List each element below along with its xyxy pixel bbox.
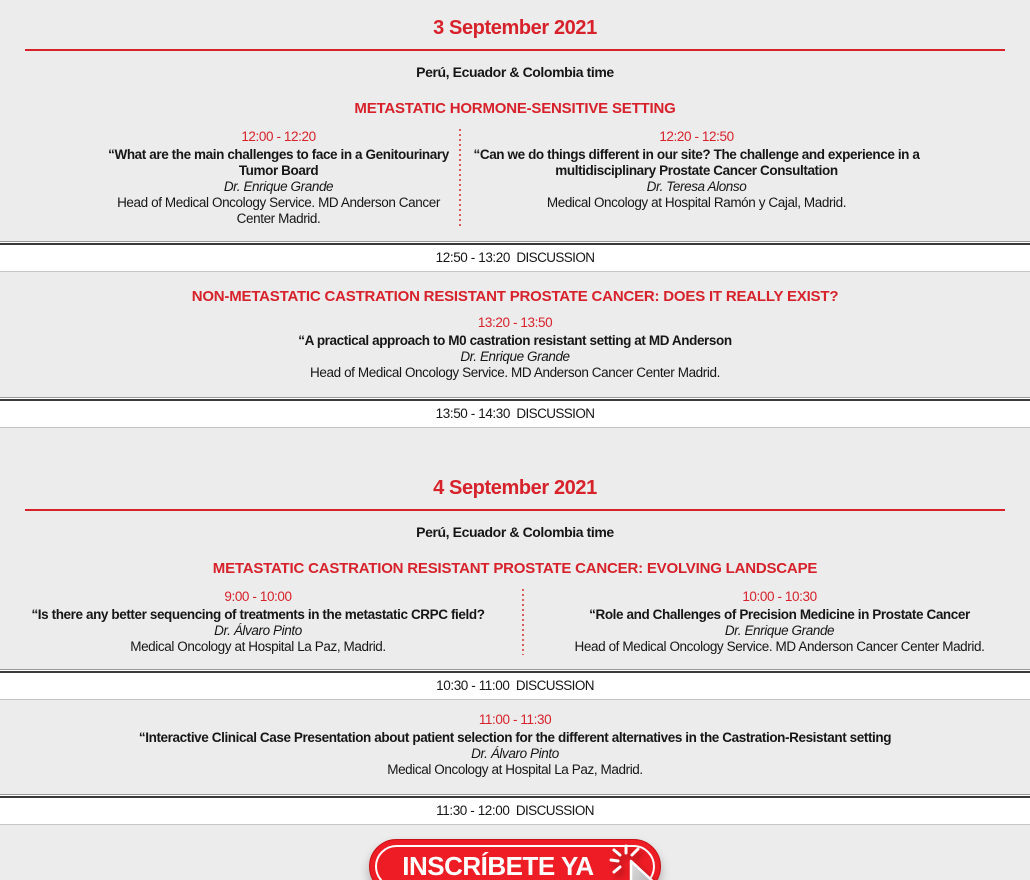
pointer-arrow bbox=[631, 861, 660, 880]
red-divider-line bbox=[25, 49, 1005, 51]
sessions-row bbox=[0, 129, 1030, 227]
discussion-label: DISCUSSION bbox=[515, 803, 594, 818]
session-title: “A practical approach to M0 castration resistant setting at MD Anderson bbox=[298, 333, 732, 348]
discussion-bar bbox=[0, 241, 1030, 272]
session-time: 12:20 - 12:50 bbox=[659, 129, 734, 144]
discussion-time: 11:30 - 12:00 bbox=[436, 803, 510, 818]
session-affiliation: Head of Medical Oncology Service. MD Anderson Cancer Center Madrid. bbox=[117, 195, 440, 226]
session-affiliation: Medical Oncology at Hospital Ramón y Cajal, Madrid. bbox=[546, 195, 847, 210]
session-time: 9:00 - 10:00 bbox=[224, 589, 292, 604]
discussion-bar-text bbox=[0, 798, 1030, 824]
session-card bbox=[106, 129, 451, 227]
discussion-bar bbox=[0, 669, 1030, 700]
session-speaker: Dr. Álvaro Pinto bbox=[214, 623, 302, 638]
session-title: “Interactive Clinical Case Presentation about patient selection for the different alternatives in the Castration-Resistant setting bbox=[138, 730, 892, 745]
discussion-bar bbox=[0, 794, 1030, 825]
session-speaker: Dr. Enrique Grande bbox=[724, 623, 835, 638]
red-divider-line bbox=[25, 509, 1005, 511]
day-title: 4 September 2021 bbox=[433, 477, 597, 499]
session-title: “Role and Challenges of Precision Medicine in Prostate Cancer bbox=[589, 607, 970, 622]
session-affiliation: Medical Oncology at Hospital La Paz, Madrid. bbox=[387, 762, 643, 777]
discussion-bar bbox=[0, 397, 1030, 428]
section-heading: METASTATIC CASTRATION RESISTANT PROSTATE CANCER: EVOLVING LANDSCAPE bbox=[212, 560, 818, 577]
session-affiliation: Head of Medical Oncology Service. MD Anderson Cancer Center Madrid. bbox=[574, 639, 985, 654]
session-affiliation: Medical Oncology at Hospital La Paz, Madrid. bbox=[130, 639, 386, 654]
session-speaker: Dr. Enrique Grande bbox=[223, 179, 334, 194]
session-time: 11:00 - 11:30 bbox=[478, 712, 552, 727]
session-speaker: Dr. Álvaro Pinto bbox=[471, 746, 559, 761]
day-title: 3 September 2021 bbox=[433, 17, 597, 39]
discussion-bar-text bbox=[0, 401, 1030, 427]
session-card bbox=[0, 712, 1030, 778]
session-affiliation: Head of Medical Oncology Service. MD Anderson Cancer Center Madrid. bbox=[310, 365, 720, 380]
dotted-column-divider bbox=[459, 129, 461, 227]
discussion-time: 12:50 - 13:20 bbox=[435, 250, 510, 265]
timezone-note: Perú, Ecuador & Colombia time bbox=[416, 64, 614, 80]
discussion-label: DISCUSSION bbox=[516, 250, 595, 265]
cursor-click-icon bbox=[610, 844, 672, 880]
session-card bbox=[469, 129, 924, 227]
discussion-label: DISCUSSION bbox=[516, 406, 595, 421]
timezone-note: Perú, Ecuador & Colombia time bbox=[416, 524, 614, 540]
session-time: 13:20 - 13:50 bbox=[477, 315, 553, 330]
discussion-time: 10:30 - 11:00 bbox=[436, 678, 510, 693]
session-time: 12:00 - 12:20 bbox=[241, 129, 316, 144]
inscribete-button[interactable] bbox=[369, 839, 661, 880]
day-1-section bbox=[0, 0, 1030, 428]
session-card bbox=[1, 589, 516, 655]
session-title: “Can we do things different in our site? The challenge and experience in a multidisciplinary Prostate Cancer Consultation bbox=[473, 147, 920, 178]
section-heading: METASTATIC HORMONE-SENSITIVE SETTING bbox=[354, 100, 676, 117]
session-title: “Is there any better sequencing of treatments in the metastatic CRPC field? bbox=[31, 607, 485, 622]
session-speaker: Dr. Enrique Grande bbox=[460, 349, 570, 364]
session-title: “What are the main challenges to face in a Genitourinary Tumor Board bbox=[108, 147, 449, 178]
inscribete-button-label: INSCRÍBETE YA bbox=[402, 851, 594, 880]
section-heading: NON-METASTATIC CASTRATION RESISTANT PROSTATE CANCER: DOES IT REALLY EXIST? bbox=[191, 288, 839, 305]
session-card bbox=[530, 589, 1030, 655]
discussion-time: 13:50 - 14:30 bbox=[435, 406, 510, 421]
cta-area bbox=[0, 839, 1030, 880]
session-speaker: Dr. Teresa Alonso bbox=[646, 179, 747, 194]
discussion-bar-text bbox=[0, 673, 1030, 699]
dotted-column-divider bbox=[522, 589, 524, 655]
discussion-bar-text bbox=[0, 245, 1030, 271]
discussion-label: DISCUSSION bbox=[515, 678, 594, 693]
day-2-section bbox=[0, 428, 1030, 825]
session-time: 10:00 - 10:30 bbox=[742, 589, 817, 604]
session-card bbox=[0, 315, 1030, 381]
sessions-row bbox=[0, 589, 1030, 655]
